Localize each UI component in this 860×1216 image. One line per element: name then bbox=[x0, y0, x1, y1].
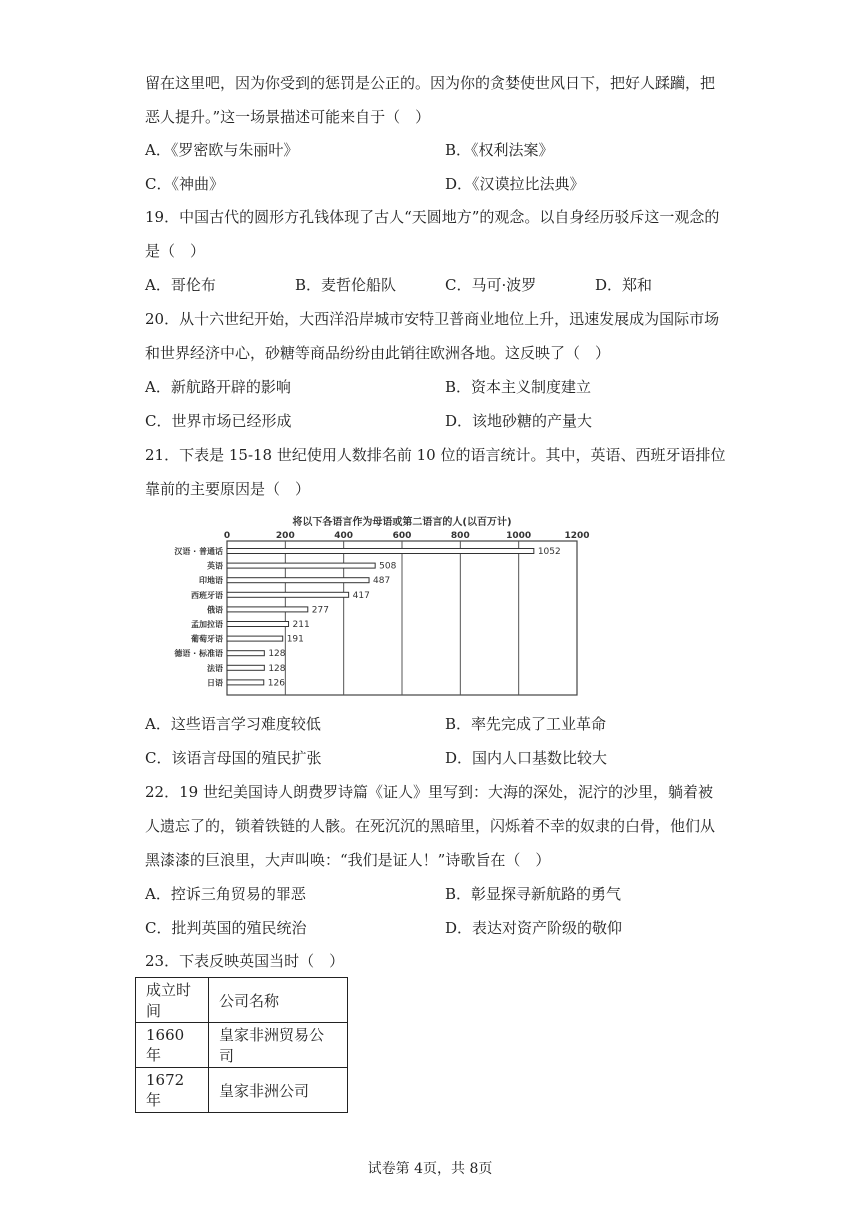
q21-option-c[interactable]: C．该语言母国的殖民扩张 bbox=[145, 749, 322, 767]
q19-option-c[interactable]: C．马可·波罗 bbox=[445, 276, 537, 294]
table-header-cell: 公司名称 bbox=[209, 978, 348, 1023]
x-tick-label: 1200 bbox=[564, 531, 590, 541]
x-tick-label: 400 bbox=[334, 531, 354, 541]
q22-option-a[interactable]: A．控诉三角贸易的罪恶 bbox=[145, 885, 306, 903]
bar bbox=[227, 680, 264, 685]
category-label: 德语 · 标准语 bbox=[174, 649, 223, 659]
data-label: 191 bbox=[286, 634, 304, 645]
language-bar-chart bbox=[145, 515, 595, 705]
q18-option-c[interactable]: C．《神曲》 bbox=[145, 175, 224, 193]
q22-text-line3: 黑漆漆的巨浪里，大声叫唤：“我们是证人！”诗歌旨在（ ） bbox=[145, 851, 551, 869]
q22-text-line2: 人遗忘了的，锁着铁链的人骸。在死沉沉的黑暗里，闪烁着不幸的奴隶的白骨，他们从 bbox=[145, 817, 716, 835]
category-label: 西班牙语 bbox=[191, 590, 223, 600]
x-tick-label: 800 bbox=[450, 531, 470, 541]
data-label: 128 bbox=[268, 663, 286, 674]
q22-option-c[interactable]: C．批判英国的殖民统治 bbox=[145, 919, 307, 937]
table-header-row bbox=[136, 978, 348, 1023]
bar bbox=[227, 622, 289, 627]
data-label: 126 bbox=[267, 678, 285, 689]
bar bbox=[227, 607, 308, 612]
table-cell: 皇家非洲公司 bbox=[209, 1068, 348, 1113]
data-label: 277 bbox=[311, 605, 329, 616]
q21-text-line1: 21．下表是 15-18 世纪使用人数排名前 10 位的语言统计。其中，英语、西班牙语排位 bbox=[145, 446, 726, 464]
q19-option-b[interactable]: B．麦哲伦船队 bbox=[295, 276, 397, 294]
q22-text-line1: 22．19 世纪美国诗人朗费罗诗篇《证人》里写到：大海的深处，泥泞的沙里，躺着被 bbox=[145, 783, 713, 801]
table-cell: 1660 年 bbox=[136, 1023, 209, 1068]
bar bbox=[227, 549, 534, 554]
category-label: 汉语 · 普通话 bbox=[174, 547, 223, 556]
q19-option-a[interactable]: A．哥伦布 bbox=[145, 276, 216, 294]
data-label: 211 bbox=[292, 620, 310, 630]
q21-text-line2: 靠前的主要原因是（ ） bbox=[145, 480, 311, 498]
bar bbox=[227, 563, 375, 568]
category-label: 法语 bbox=[207, 663, 223, 673]
q21-option-b[interactable]: B．率先完成了工业革命 bbox=[445, 715, 607, 733]
q21-option-a[interactable]: A．这些语言学习难度较低 bbox=[145, 715, 321, 733]
category-label: 葡萄牙语 bbox=[191, 634, 223, 644]
table-cell: 1672 年 bbox=[136, 1068, 209, 1113]
q18-text-line2: 恶人提升。”这一场景描述可能来自于（ ） bbox=[145, 108, 431, 126]
data-label: 508 bbox=[379, 561, 397, 572]
q18-option-b[interactable]: B．《权利法案》 bbox=[445, 141, 554, 159]
data-label: 128 bbox=[268, 649, 286, 660]
table-row bbox=[136, 1023, 348, 1068]
category-label: 孟加拉语 bbox=[191, 620, 223, 629]
x-tick-label: 1000 bbox=[506, 531, 532, 541]
q19-text-line2: 是（ ） bbox=[145, 242, 206, 260]
bar bbox=[227, 665, 264, 670]
q22-option-b[interactable]: B．彰显探寻新航路的勇气 bbox=[445, 885, 622, 903]
q21-option-d[interactable]: D．国内人口基数比较大 bbox=[445, 749, 608, 767]
chart-title: 将以下各语言作为母语或第二语言的人(以百万计) bbox=[292, 517, 512, 528]
data-label: 487 bbox=[373, 576, 391, 587]
category-label: 日语 bbox=[207, 678, 223, 688]
table-header-cell: 成立时间 bbox=[136, 978, 209, 1023]
page-footer: 试卷第 4页，共 8页 bbox=[367, 1161, 493, 1177]
q20-option-d[interactable]: D．该地砂糖的产量大 bbox=[445, 412, 593, 430]
x-tick-label: 0 bbox=[223, 531, 231, 541]
bar bbox=[227, 651, 264, 656]
bar bbox=[227, 636, 283, 641]
q19-text-line1: 19．中国古代的圆形方孔钱体现了古人“天圆地方”的观念。以自身经历驳斥这一观念的 bbox=[145, 208, 720, 226]
x-tick-label: 200 bbox=[275, 531, 295, 541]
x-tick-label: 600 bbox=[392, 531, 412, 541]
q20-option-c[interactable]: C．世界市场已经形成 bbox=[145, 412, 292, 430]
q19-option-d[interactable]: D．郑和 bbox=[595, 276, 653, 294]
q18-option-a[interactable]: A．《罗密欧与朱丽叶》 bbox=[145, 141, 299, 159]
q18-option-d[interactable]: D．《汉谟拉比法典》 bbox=[445, 175, 585, 193]
data-label: 417 bbox=[352, 590, 370, 601]
q22-option-d[interactable]: D．表达对资产阶级的敬仰 bbox=[445, 919, 623, 937]
category-label: 印地语 bbox=[199, 576, 223, 586]
q20-option-a[interactable]: A．新航路开辟的影响 bbox=[145, 378, 291, 396]
data-label: 1052 bbox=[537, 547, 561, 557]
company-table bbox=[135, 977, 348, 1113]
q20-option-b[interactable]: B．资本主义制度建立 bbox=[445, 378, 592, 396]
table-row bbox=[136, 1068, 348, 1113]
q20-text-line1: 20．从十六世纪开始，大西洋沿岸城市安特卫普商业地位上升，迅速发展成为国际市场 bbox=[145, 310, 720, 328]
bar bbox=[227, 592, 349, 597]
category-label: 俄语 bbox=[207, 605, 223, 615]
bar bbox=[227, 578, 369, 583]
q18-text-line1: 留在这里吧，因为你受到的惩罚是公正的。因为你的贪婪使世风日下，把好人蹂躏，把 bbox=[145, 74, 716, 92]
table-cell: 皇家非洲贸易公司 bbox=[209, 1023, 348, 1068]
category-label: 英语 bbox=[207, 561, 223, 571]
q20-text-line2: 和世界经济中心，砂糖等商品纷纷由此销往欧洲各地。这反映了（ ） bbox=[145, 344, 611, 362]
q23-text-line1: 23．下表反映英国当时（ ） bbox=[145, 952, 345, 970]
